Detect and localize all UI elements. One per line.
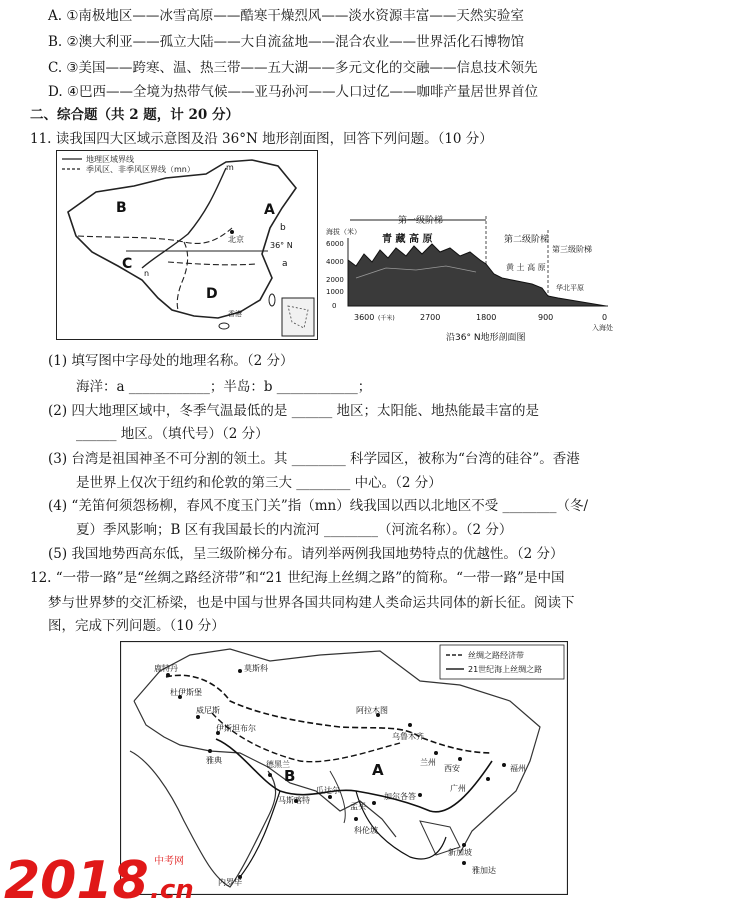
y-tick-2000: 2000	[326, 276, 344, 284]
city-xian: 西安	[444, 764, 460, 773]
terrain-profile-36n	[326, 208, 620, 346]
ocean-a-label: a	[282, 259, 288, 269]
q11-sub-3: (3) 台湾是祖国神圣不可分割的领土。其 ________ 科学园区，被称为“台湾的硅谷”。香港	[48, 451, 580, 467]
y-tick-1000: 1000	[326, 288, 344, 296]
city-tehran: 德黑兰	[266, 760, 290, 769]
q11-sub-1: (1) 填写图中字母处的地理名称。（2 分）	[48, 353, 294, 369]
q12-stem-line-3: 图，完成下列问题。（10 分）	[48, 618, 225, 634]
point-n-label: n	[144, 269, 150, 278]
q11-sub-4-cont: 夏）季风影响；B 区有我国最长的内流河 ________（河流名称）。（2 分）	[76, 522, 513, 538]
profile-caption: 沿36° N地形剖面图	[446, 333, 526, 343]
y-tick-4000: 4000	[326, 258, 344, 266]
x-tick-0: 0	[602, 313, 608, 322]
huabei-plain-label: 华北平原	[556, 284, 584, 292]
map-label-a: A	[372, 761, 384, 779]
city-mumbai: 孟买	[350, 802, 366, 811]
city-moscow: 莫斯科	[244, 664, 268, 673]
city-lanzhou: 兰州	[420, 758, 436, 767]
q12-stem-line-1: 12. “一带一路”是“丝绸之路经济带”和“21 世纪海上丝绸之路”的简称。“一带一路”是中国	[30, 570, 565, 586]
latitude-36n-label: 36° N	[270, 241, 293, 250]
beijing-marker	[230, 230, 234, 234]
option-a: A. ①南极地区——冰雪高原——酷寒干燥烈风——淡水资源丰富——天然实验室	[48, 8, 524, 24]
city-singapore: 新加坡	[448, 848, 472, 857]
x-tick-3600: 3600	[354, 313, 375, 322]
q11-sub-5: (5) 我国地势西高东低，呈三级阶梯分布。请列举两例我国地势特点的优越性。（2 分）	[48, 546, 564, 562]
qinghai-plateau-label: 青 藏 高 原	[382, 234, 433, 245]
region-c-label: C	[122, 256, 133, 272]
q11-sub-1-blanks: 海洋：a ____________；半岛：b ____________；	[76, 379, 372, 395]
city-almaty: 阿拉木图	[356, 706, 388, 715]
city-istanbul: 伊斯坦布尔	[216, 724, 256, 733]
point-m-label: m	[226, 163, 234, 172]
x-unit: (千米)	[378, 315, 395, 322]
coast-label: 入海处	[592, 324, 613, 332]
step3-label: 第三级阶梯	[552, 245, 592, 254]
city-fuzhou: 福州	[510, 764, 526, 773]
city-muscat: 马斯喀特	[278, 796, 310, 805]
watermark-domain: .cn	[150, 875, 194, 905]
y-tick-0: 0	[332, 302, 337, 310]
region-a-label: A	[264, 202, 275, 218]
q11-sub-2: (2) 四大地理区域中，冬季气温最低的是 ______ 地区；太阳能、地热能最丰富的是	[48, 403, 539, 419]
legend-land-label: 丝绸之路经济带	[468, 651, 524, 660]
terrain-profile-svg	[326, 208, 620, 346]
q11-sub-2-cont: ______ 地区。（填代号）（2 分）	[76, 426, 269, 442]
city-colombo: 科伦坡	[354, 826, 378, 835]
section-heading: 二、综合题（共 2 题，计 20 分）	[30, 107, 239, 123]
q11-stem: 11. 读我国四大区域示意图及沿 36°N 地形剖面图，回答下列问题。（10 分）	[30, 131, 493, 147]
china-regions-map-svg	[56, 150, 318, 340]
watermark-svg	[4, 848, 234, 910]
city-urumqi: 乌鲁木齐	[392, 732, 424, 741]
city-rotterdam: 鹿特丹	[154, 664, 178, 673]
city-jakarta: 雅加达	[472, 866, 496, 875]
beijing-label: 北京	[228, 235, 244, 244]
option-c: C. ③美国——跨寒、温、热三带——五大湖——多元文化的交融——信息技术领先	[48, 60, 538, 76]
city-guangzhou: 广州	[450, 784, 466, 793]
legend-monsoon-label: 季风区、非季风区界线（mn）	[86, 165, 195, 174]
city-kolkata: 加尔各答	[384, 792, 416, 801]
watermark-tag: 中考网	[154, 856, 184, 867]
site-watermark-logo	[4, 848, 234, 910]
loess-plateau-label: 黄 土 高 原	[506, 263, 546, 272]
city-duisburg: 杜伊斯堡	[170, 688, 202, 697]
city-nairobi: 内罗毕	[218, 878, 242, 887]
map-label-b: B	[284, 767, 296, 785]
city-venice: 威尼斯	[196, 706, 220, 715]
q11-sub-3-cont: 是世界上仅次于纽约和伦敦的第三大 ________ 中心。（2 分）	[76, 475, 442, 491]
option-d: D. ④巴西——全境为热带气候——亚马孙河——人口过亿——咖啡产量居世界首位	[48, 84, 539, 100]
hongkong-label: 香港	[228, 310, 242, 318]
x-tick-1800: 1800	[476, 313, 497, 322]
q11-sub-4: (4) “羌笛何须怨杨柳，春风不度玉门关”指（mn）线我国以西以北地区不受 ________（冬/	[48, 498, 589, 514]
x-tick-900: 900	[538, 313, 554, 322]
step1-label: 第一级阶梯	[398, 216, 444, 226]
y-tick-6000: 6000	[326, 240, 344, 248]
step2-label: 第二级阶梯	[504, 235, 550, 245]
peninsula-b-label: b	[280, 223, 286, 233]
city-gwadar: 瓜达尔	[316, 786, 340, 795]
option-b: B. ②澳大利亚——孤立大陆——大自流盆地——混合农业——世界活化石博物馆	[48, 34, 525, 50]
watermark-year: 2018	[4, 851, 149, 910]
legend-boundary-label: 地理区域界线	[86, 155, 134, 164]
altitude-title: 海拔（米）	[326, 228, 361, 236]
legend-sea-label: 21世纪海上丝绸之路	[468, 665, 543, 674]
region-b-label: B	[116, 200, 127, 216]
region-d-label: D	[206, 286, 218, 302]
q12-stem-line-2: 梦与世界梦的交汇桥梁，也是中国与世界各国共同构建人类命运共同体的新长征。阅读下	[48, 595, 575, 611]
china-regions-map	[56, 150, 318, 340]
x-tick-2700: 2700	[420, 313, 441, 322]
city-athens: 雅典	[206, 756, 222, 765]
